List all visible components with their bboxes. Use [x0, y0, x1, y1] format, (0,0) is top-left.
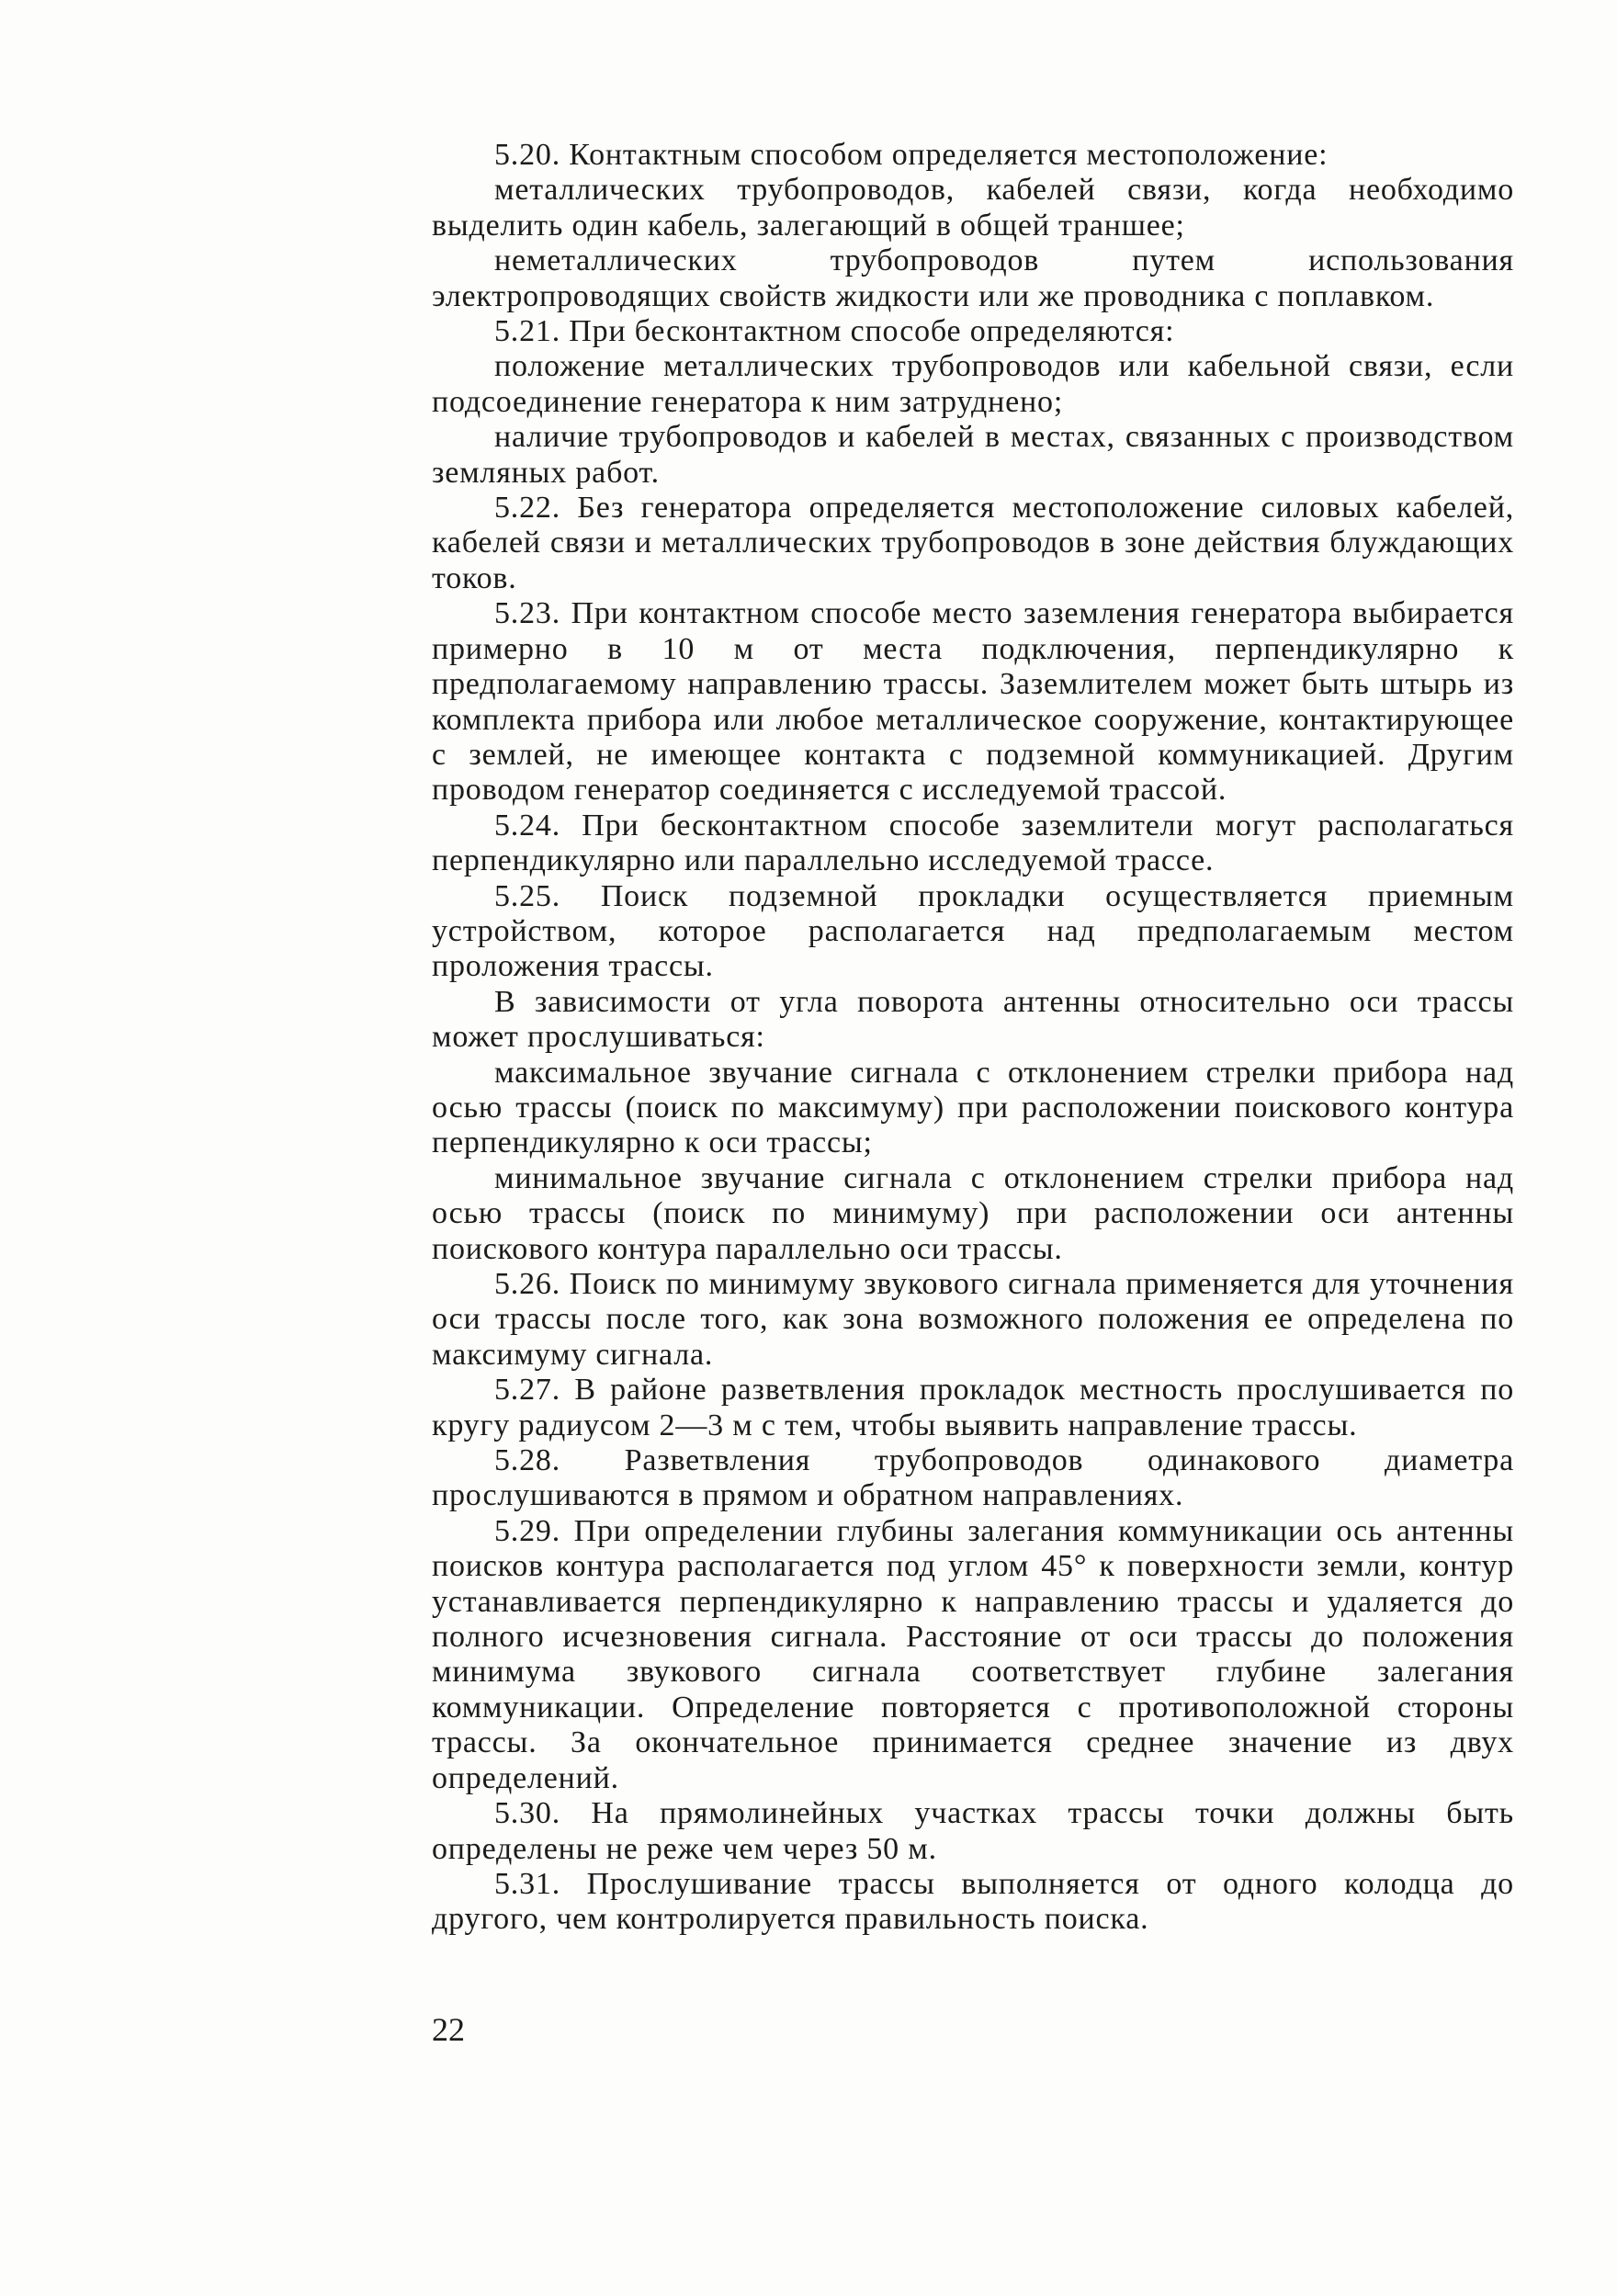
- page-number: 22: [432, 2011, 465, 2048]
- paragraph-5-22: 5.22. Без генератора определяется местоположение силовых кабелей, кабелей связи и металлических трубопроводов в зоне действия блуждающих токов.: [432, 491, 1514, 595]
- paragraph-5-20-item-2: неметаллических трубопроводов путем использования электропроводящих свойств жидкости или же проводника с поплавком.: [432, 243, 1514, 313]
- paragraph-5-21-item-2: наличие трубопроводов и кабелей в местах, связанных с производством земляных работ.: [432, 420, 1514, 490]
- paragraph-5-20-item-1: металлических трубопроводов, кабелей связи, когда необходимо выделить один кабель, залегающий в общей траншее;: [432, 173, 1514, 243]
- paragraph-5-21-item-1: положение металлических трубопроводов или кабельной связи, если подсоединение генератора к ним затруднено;: [432, 349, 1514, 419]
- paragraph-5-24: 5.24. При бесконтактном способе заземлители могут располагаться перпендикулярно или параллельно исследуемой трассе.: [432, 808, 1514, 878]
- paragraph-5-26: 5.26. Поиск по минимуму звукового сигнала применяется для уточнения оси трассы после того, как зона возможного положения ее определена по максимуму сигнала.: [432, 1267, 1514, 1372]
- paragraph-5-25-item-2: минимальное звучание сигнала с отклонением стрелки прибора над осью трассы (поиск по минимуму) при расположении оси антенны поискового контура параллельно оси трассы.: [432, 1160, 1514, 1266]
- body-text: [432, 138, 1514, 1938]
- paragraph-5-25: 5.25. Поиск подземной прокладки осуществляется приемным устройством, которое располагается над предполагаемым местом проложения трассы.: [432, 878, 1514, 984]
- paragraph-5-31: 5.31. Прослушивание трассы выполняется от одного колодца до другого, чем контролируется правильность поиска.: [432, 1866, 1514, 1937]
- paragraph-5-25-item-1: максимальное звучание сигнала с отклонением стрелки прибора над осью трассы (поиск по максимуму) при расположении поискового контура перпендикулярно к оси трассы;: [432, 1055, 1514, 1160]
- paragraph-5-27: 5.27. В районе разветвления прокладок местность прослушивается по кругу радиусом 2—3 м с тем, чтобы выявить направление трассы.: [432, 1373, 1514, 1442]
- paragraph-5-28: 5.28. Разветвления трубопроводов одинакового диаметра прослушиваются в прямом и обратном направлениях.: [432, 1443, 1514, 1513]
- paragraph-5-21: 5.21. При бесконтактном способе определяются:: [494, 314, 1175, 349]
- paragraph-5-25-cont: В зависимости от угла поворота антенны относительно оси трассы может прослушиваться:: [432, 984, 1514, 1055]
- paragraph-5-30: 5.30. На прямолинейных участках трассы точки должны быть определены не реже чем через 50 м.: [432, 1796, 1514, 1866]
- paragraph-5-20: 5.20. Контактным способом определяется местоположение:: [494, 138, 1329, 172]
- paragraph-5-29: 5.29. При определении глубины залегания коммуникации ось антенны поисков контура располагается под углом 45° к поверхности земли, контур устанавливается перпендикулярно к направлению трассы и удаляется до полного исчезновения сигнала. Расстояние от оси трассы до положения минимума звукового сигнала соответствует глубине залегания коммуникации. Определение повторяется с противоположной стороны трассы. За окончательное принимается среднее значение из двух определений.: [432, 1513, 1514, 1795]
- paragraph-5-23: 5.23. При контактном способе место заземления генератора выбирается примерно в 10 м от места подключения, перпендикулярно к предполагаемому направлению трассы. Заземлителем может быть штырь из комплекта прибора или любое металлическое сооружение, контактирующее с землей, не имеющее контакта с подземной коммуникацией. Другим проводом генератор соединяется с исследуемой трассой.: [432, 596, 1514, 808]
